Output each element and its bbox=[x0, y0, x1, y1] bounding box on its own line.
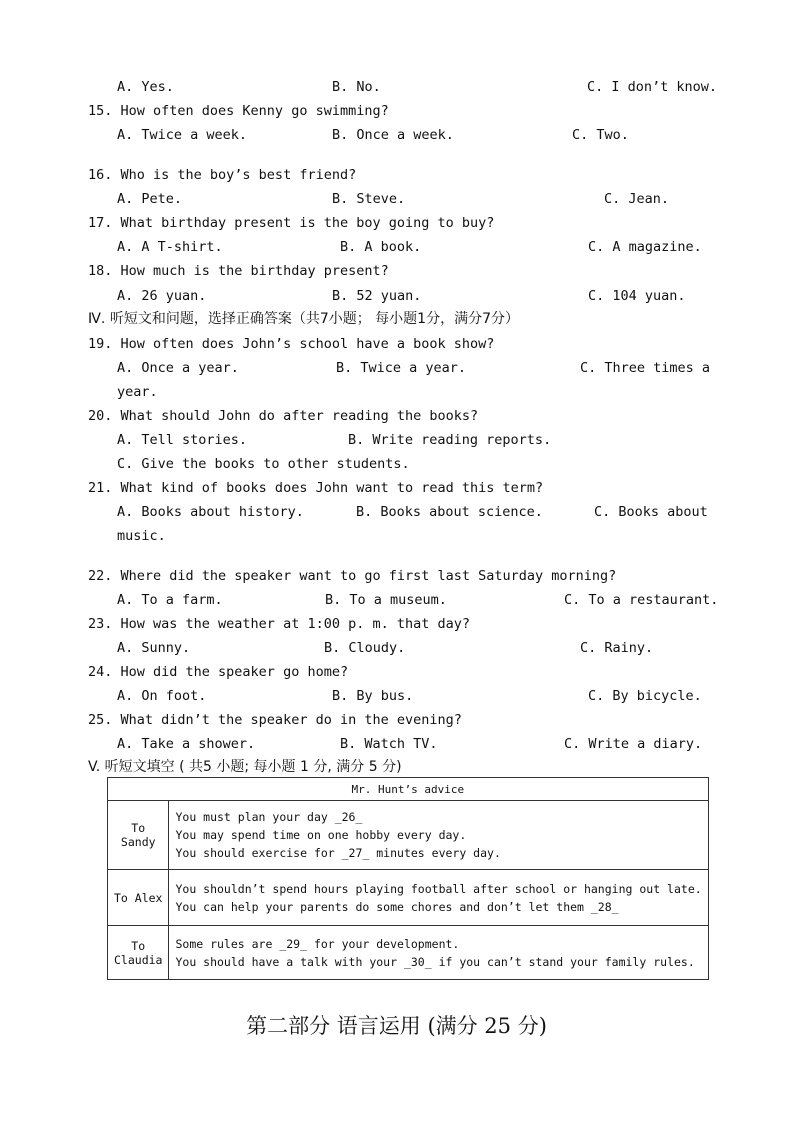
advice-table bbox=[107, 777, 709, 980]
q20-stem: 20. What should John do after reading the books? bbox=[88, 408, 479, 424]
advice-line: You should exercise for _27_ minutes every day. bbox=[175, 846, 501, 860]
advice-table-header: Mr. Hunt’s advice bbox=[108, 778, 709, 801]
q22-option-c: C. To a restaurant. bbox=[564, 592, 719, 608]
q18-stem: 18. How much is the birthday present? bbox=[88, 263, 389, 279]
row-content-claudia bbox=[169, 926, 708, 980]
q20-option-b: B. Write reading reports. bbox=[348, 432, 552, 448]
q22-option-a: A. To a farm. bbox=[117, 592, 223, 608]
q17-option-c: C. A magazine. bbox=[588, 239, 702, 255]
q19-option-a: A. Once a year. bbox=[117, 360, 239, 376]
q25-option-a: A. Take a shower. bbox=[117, 736, 256, 752]
q16-option-b: B. Steve. bbox=[332, 191, 406, 207]
q24-option-a: A. On foot. bbox=[117, 688, 207, 704]
q24-option-c: C. By bicycle. bbox=[588, 688, 702, 704]
q23-option-b: B. Cloudy. bbox=[324, 640, 406, 656]
q18-option-c: C. 104 yuan. bbox=[588, 288, 686, 304]
q14-option-b: B. No. bbox=[332, 79, 381, 95]
q18-option-b: B. 52 yuan. bbox=[332, 288, 422, 304]
q25-option-b: B. Watch TV. bbox=[340, 736, 438, 752]
q19-option-b: B. Twice a year. bbox=[336, 360, 467, 376]
q21-stem: 21. What kind of books does John want to read this term? bbox=[88, 480, 544, 496]
q17-option-a: A. A T-shirt. bbox=[117, 239, 223, 255]
q14-option-a: A. Yes. bbox=[117, 79, 174, 95]
q21-option-c-continued: music. bbox=[117, 528, 166, 544]
q22-option-b: B. To a museum. bbox=[325, 592, 447, 608]
q25-option-c: C. Write a diary. bbox=[564, 736, 703, 752]
q19-option-c-continued: year. bbox=[117, 384, 158, 400]
row-content-sandy bbox=[169, 801, 708, 870]
row-name-sandy: To Sandy bbox=[108, 801, 169, 870]
q15-option-c: C. Two. bbox=[572, 127, 629, 143]
row-name-claudia: To Claudia bbox=[108, 926, 169, 980]
section-4-heading: Ⅳ. 听短文和问题，选择正确答案（共7小题； 每小题1分，满分7分） bbox=[88, 311, 519, 327]
advice-line: You may spend time on one hobby every day. bbox=[175, 828, 467, 842]
q16-option-a: A. Pete. bbox=[117, 191, 183, 207]
q21-option-c: C. Books about bbox=[594, 504, 708, 520]
q17-option-b: B. A book. bbox=[340, 239, 422, 255]
q14-option-c: C. I don’t know. bbox=[587, 79, 718, 95]
q23-option-c: C. Rainy. bbox=[580, 640, 654, 656]
section-5-heading: V. 听短文填空 ( 共5 小题; 每小题 1 分, 满分 5 分) bbox=[88, 759, 402, 775]
q21-option-a: A. Books about history. bbox=[117, 504, 304, 520]
q20-option-c: C. Give the books to other students. bbox=[117, 456, 410, 472]
table-row bbox=[108, 870, 709, 926]
q21-option-b: B. Books about science. bbox=[356, 504, 543, 520]
q19-stem: 19. How often does John’s school have a book show? bbox=[88, 336, 495, 352]
advice-line: You can help your parents do some chores and don’t let them _28_ bbox=[175, 899, 619, 914]
q23-option-a: A. Sunny. bbox=[117, 640, 191, 656]
q19-option-c: C. Three times a bbox=[580, 360, 711, 376]
advice-line: You must plan your day _26_ bbox=[175, 810, 363, 824]
row-content-alex bbox=[169, 870, 708, 926]
q16-option-c: C. Jean. bbox=[604, 191, 670, 207]
advice-line: You shouldn’t spend hours playing football after school or hanging out late. bbox=[175, 881, 702, 896]
table-row bbox=[108, 926, 709, 980]
part-2-title: 第二部分 语言运用 (满分 25 分) bbox=[246, 1014, 547, 1038]
q24-option-b: B. By bus. bbox=[332, 688, 414, 704]
advice-line: You should have a talk with your _30_ if you can’t stand your family rules. bbox=[175, 954, 695, 969]
q15-stem: 15. How often does Kenny go swimming? bbox=[88, 103, 389, 119]
q22-stem: 22. Where did the speaker want to go first last Saturday morning? bbox=[88, 568, 617, 584]
q16-stem: 16. Who is the boy’s best friend? bbox=[88, 167, 357, 183]
q18-option-a: A. 26 yuan. bbox=[117, 288, 207, 304]
advice-line: Some rules are _29_ for your development. bbox=[175, 936, 460, 951]
q17-stem: 17. What birthday present is the boy going to buy? bbox=[88, 215, 495, 231]
q20-option-a: A. Tell stories. bbox=[117, 432, 248, 448]
q24-stem: 24. How did the speaker go home? bbox=[88, 664, 349, 680]
table-row bbox=[108, 801, 709, 870]
q23-stem: 23. How was the weather at 1:00 p. m. that day? bbox=[88, 616, 471, 632]
row-name-alex: To Alex bbox=[108, 870, 169, 926]
q25-stem: 25. What didn’t the speaker do in the evening? bbox=[88, 712, 462, 728]
q15-option-b: B. Once a week. bbox=[332, 127, 454, 143]
q15-option-a: A. Twice a week. bbox=[117, 127, 248, 143]
